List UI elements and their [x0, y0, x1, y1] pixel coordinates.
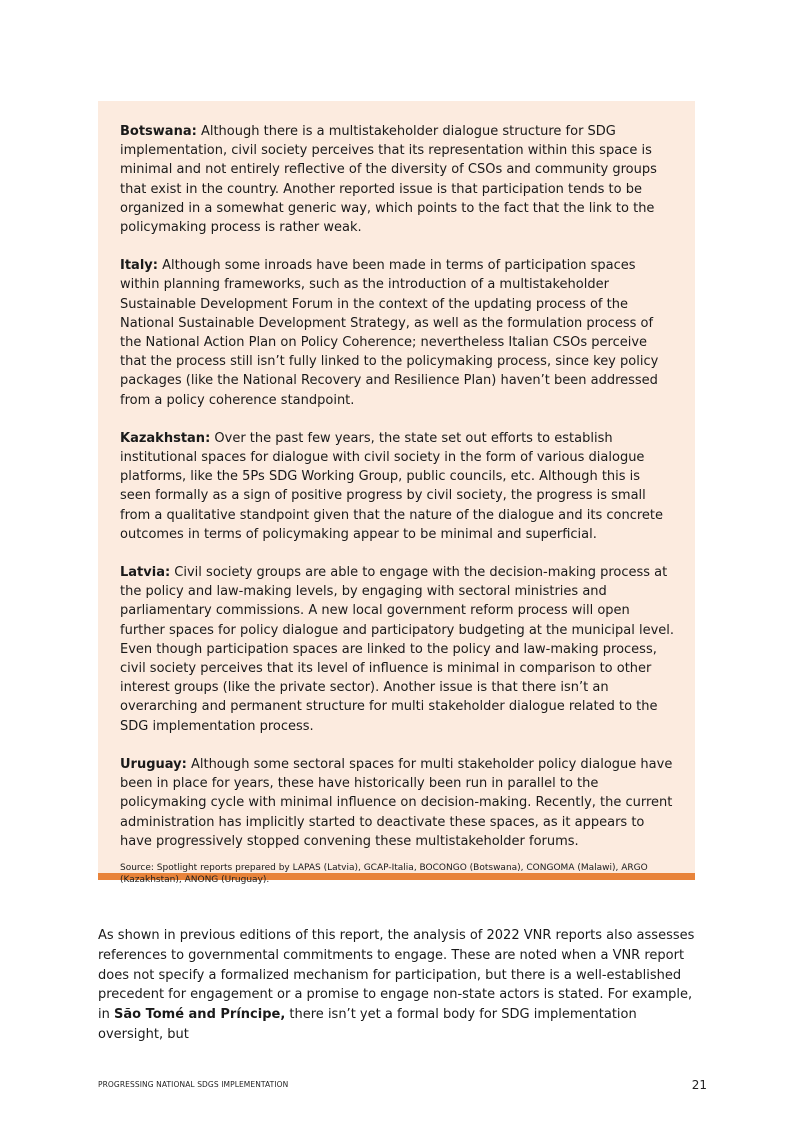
country-name: Italy:: [120, 258, 158, 274]
country-name: Kazakhstan:: [120, 430, 211, 446]
country-name: Latvia:: [120, 565, 171, 581]
body-text-end: there isn’t yet a formal body for SDG implementation oversight, but: [98, 1007, 637, 1042]
entry-botswana: [120, 122, 675, 237]
entry-kazakhstan: [120, 429, 675, 544]
body-paragraph: [98, 926, 695, 1045]
entry-text: Although some sectoral spaces for multi stakeholder policy dialogue have been in place for years, these have historically been run in parallel to the policymaking cycle with minimal influence on decision-making. Recently, the current administration has implicitly started to deactivate these spaces, as it appears to have progressively stopped convening these multistakeholder forums.: [120, 756, 673, 849]
entry-text: Over the past few years, the state set out efforts to establish institutional spaces for dialogue with civil society in the form of various dialogue platforms, like the 5Ps SDG Working Group, public councils, etc. Although this is seen formally as a sign of positive progress by civil society, the progress is small from a qualitative standpoint given that the nature of the dialogue and its concrete outcomes in terms of policymaking appear to be minimal and superficial.: [120, 430, 664, 542]
entry-text: Although there is a multistakeholder dialogue structure for SDG implementation, civil society perceives that its representation within this space is minimal and not entirely reflective of the diversity of CSOs and community groups that exist in the country. Another reported issue is that participation tends to be organized in a somewhat generic way, which points to the fact that the link to the policymaking process is rather weak.: [120, 124, 657, 236]
body-bold-country: São Tomé and Príncipe,: [113, 1007, 286, 1023]
entry-italy: [120, 256, 675, 410]
entry-latvia: [120, 563, 675, 736]
entry-text: Although some inroads have been made in terms of participation spaces within planning frameworks, such as the introduction of a multistakeholder Sustainable Development Forum in the context of the updating process of the National Sustainable Development Strategy, as well as the formulation process of the National Action Plan on Policy Coherence; nevertheless Italian CSOs perceive that the process still isn’t fully linked to the policymaking process, since key policy packages (like the National Recovery and Resilience Plan) haven’t been addressed from a policy coherence standpoint.: [120, 258, 659, 408]
source-note: Source: Spotlight reports prepared by LAPAS (Latvia), GCAP-Italia, BOCONGO (Botswana), CONGOMA (Malawi), ARGO (Kazakhstan), ANONG (Uruguay).: [120, 862, 648, 886]
entry-uruguay: [120, 755, 675, 851]
footer-title: PROGRESSING NATIONAL SDGS IMPLEMENTATION: [98, 1080, 289, 1089]
country-name: Botswana:: [120, 124, 197, 139]
country-case-box: [98, 101, 695, 886]
page-number: 21: [691, 1078, 707, 1092]
entry-text: Civil society groups are able to engage with the decision-making process at the policy and law-making levels, by engaging with sectoral ministries and parliamentary commissions. A new local government reform process will open further spaces for policy dialogue and participatory budgeting at the municipal level. Even though participation spaces are linked to the policy and law-making process, civil society perceives that its level of influence is minimal in comparison to other interest groups (like the private sector). Another issue is that there isn’t an overarching and permanent structure for multi stakeholder dialogue related to the SDG implementation process.: [120, 565, 675, 734]
country-name: Uruguay:: [120, 756, 187, 772]
body-text-start: As shown in previous editions of this report, the analysis of 2022 VNR reports also assesses references to governmental commitments to engage. These are noted when a VNR report does not specify a formalized mechanism for participation, but there is a well-established precedent for engagement or a promise to engage non-state actors is stated. For example, in: [98, 928, 695, 1023]
